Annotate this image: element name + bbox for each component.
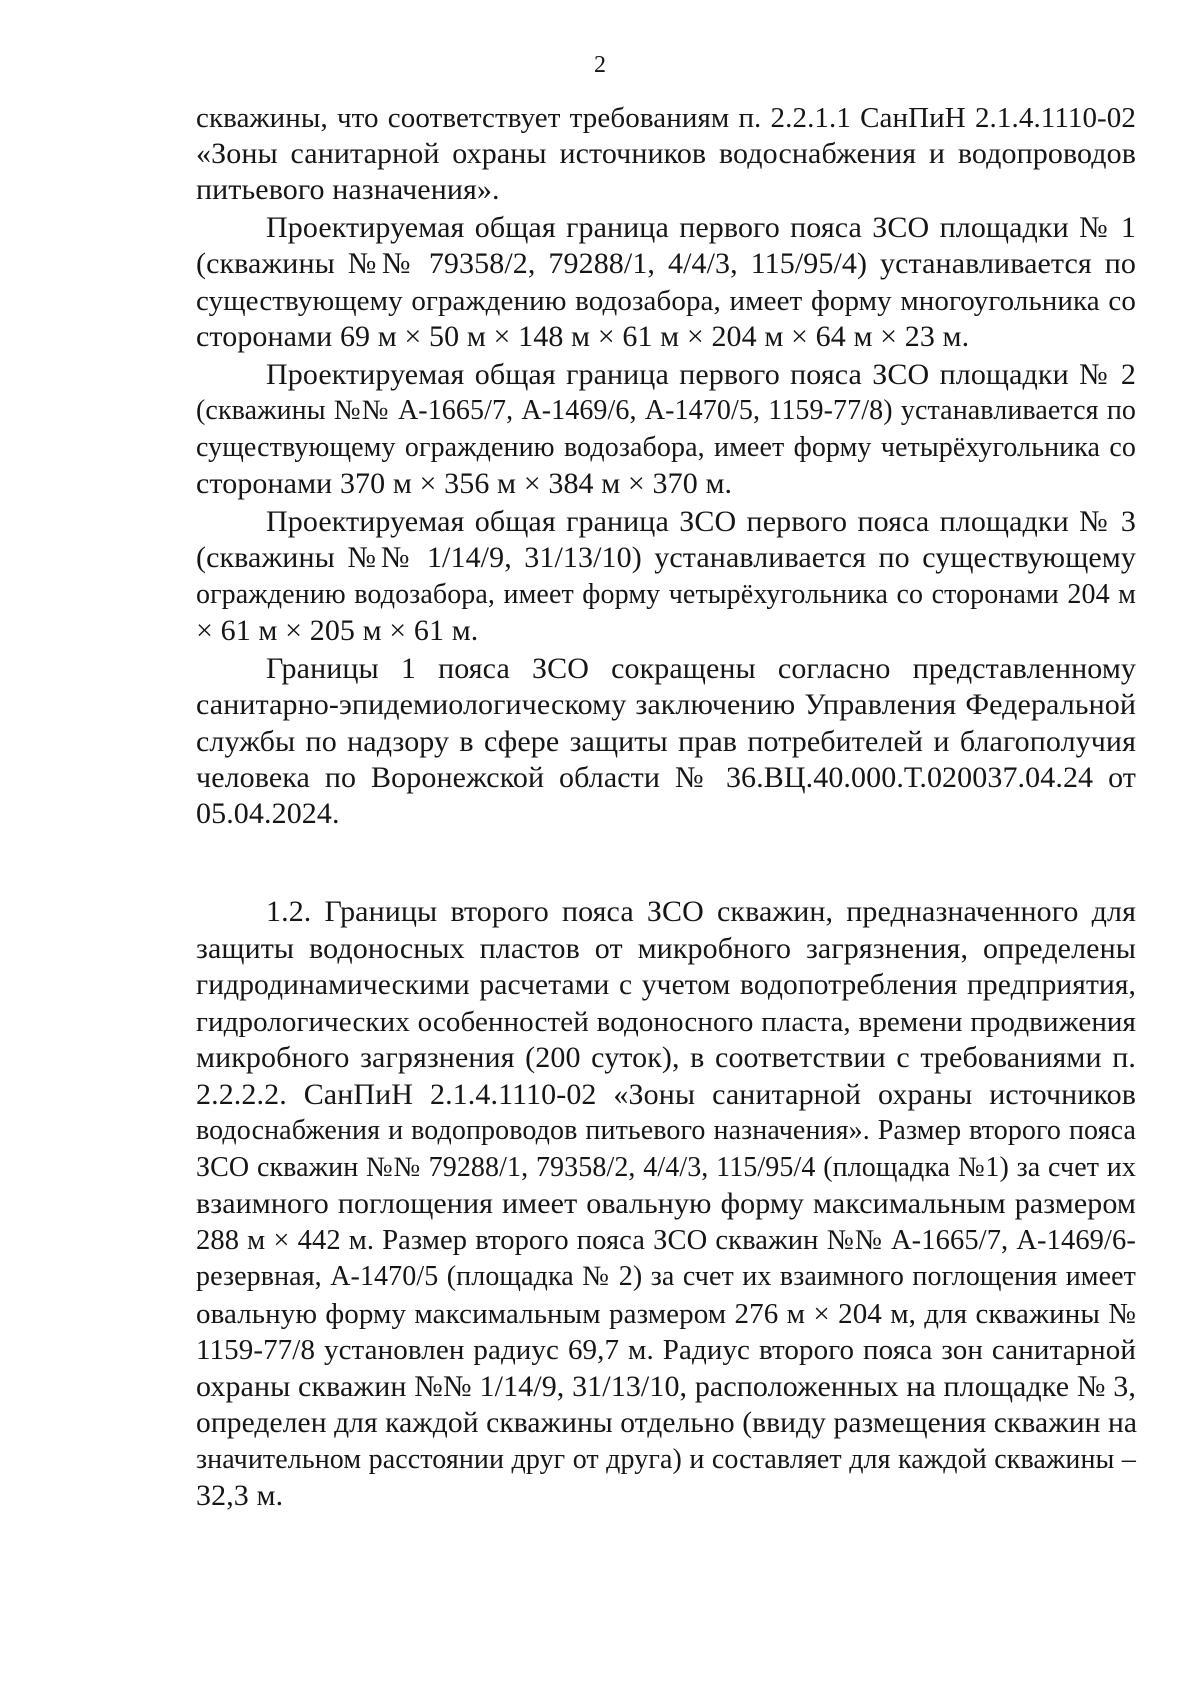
- page-number: 2: [594, 52, 606, 78]
- text-line: сторонами 370 м × 356 м × 384 м × 370 м.: [196, 467, 733, 500]
- text-line: взаимного поглощения имеет овальную форму максимальным размером: [196, 1187, 1136, 1220]
- text-line: существующему ограждению водозабора, имеет форму четырёхугольника со: [196, 432, 1136, 463]
- text-line: защиты водоносных пластов от микробного загрязнения, определены: [196, 932, 1136, 965]
- text-line: 05.04.2024.: [196, 797, 340, 830]
- text-line: значительном расстоянии друг от друга) и составляет для каждой скважины –: [196, 1444, 1136, 1475]
- text-line: гидрологических особенностей водоносного пласта, времени продвижения: [196, 1006, 1136, 1038]
- text-line: 1.2. Границы второго пояса ЗСО скважин, предназначенного для: [266, 895, 1136, 928]
- text-line: Проектируемая общая граница ЗСО первого пояса площадки № 3: [266, 505, 1136, 538]
- text-line: службы по надзору в сфере защиты прав потребителей и благополучия: [196, 725, 1136, 758]
- text-line: Проектируемая общая граница первого пояса ЗСО площадки № 2: [266, 358, 1136, 391]
- text-line: резервная, А-1470/5 (площадка № 2) за счет их взаимного поглощения имеет: [196, 1261, 1136, 1292]
- text-line: скважины, что соответствует требованиям п. 2.2.1.1 СанПиН 2.1.4.1110-02: [196, 102, 1136, 134]
- text-line: 288 м × 442 м. Размер второго пояса ЗСО скважин №№ А-1665/7, А-1469/6-: [196, 1225, 1136, 1256]
- text-line: 32,3 м.: [196, 1479, 284, 1512]
- text-line: санитарно-эпидемиологическому заключению Управления Федеральной: [196, 688, 1136, 721]
- text-line: 1159-77/8 установлен радиус 69,7 м. Радиус второго пояса зон санитарной: [196, 1334, 1136, 1366]
- text-line: (скважины №№ А-1665/7, А-1469/6, А-1470/5, 1159-77/8) устанавливается по: [196, 395, 1136, 426]
- text-line: микробного загрязнения (200 суток), в соответствии с требованиями п.: [196, 1041, 1136, 1074]
- text-line: (скважины №№ 1/14/9, 31/13/10) устанавливается по существующему: [196, 541, 1136, 574]
- text-line: существующему ограждению водозабора, имеет форму многоугольника со: [196, 285, 1136, 317]
- text-line: ограждению водозабора, имеет форму четырёхугольника со сторонами 204 м: [196, 579, 1136, 610]
- text-line: водоснабжения и водопроводов питьевого назначения». Размер второго пояса: [196, 1115, 1136, 1146]
- text-line: Границы 1 пояса ЗСО сокращены согласно представленному: [266, 652, 1136, 685]
- text-line: 2.2.2.2. СанПиН 2.1.4.1110-02 «Зоны санитарной охраны источников: [196, 1078, 1136, 1111]
- text-line: × 61 м × 205 м × 61 м.: [196, 614, 479, 647]
- text-line: овальную форму максимальным размером 276 м × 204 м, для скважины №: [196, 1298, 1136, 1330]
- text-line: определен для каждой скважины отдельно (ввиду размещения скважин на: [196, 1407, 1138, 1439]
- text-line: питьевого назначения».: [196, 173, 500, 206]
- text-line: гидродинамическими расчетами с учетом водопотребления предприятия,: [196, 969, 1136, 1001]
- text-line: ЗСО скважин №№ 79288/1, 79358/2, 4/4/3, 115/95/4 (площадка №1) за счет их: [196, 1152, 1136, 1183]
- text-line: человека по Воронежской области № 36.ВЦ.40.000.Т.020037.04.24 от: [196, 761, 1136, 794]
- text-line: Проектируемая общая граница первого пояса ЗСО площадки № 1: [266, 211, 1136, 244]
- text-line: (скважины №№ 79358/2, 79288/1, 4/4/3, 115/95/4) устанавливается по: [196, 247, 1136, 280]
- text-line: охраны скважин №№ 1/14/9, 31/13/10, расположенных на площадке № 3,: [196, 1370, 1136, 1403]
- text-line: «Зоны санитарной охраны источников водоснабжения и водопроводов: [196, 137, 1136, 170]
- text-line: сторонами 69 м × 50 м × 148 м × 61 м × 204 м × 64 м × 23 м.: [196, 320, 970, 353]
